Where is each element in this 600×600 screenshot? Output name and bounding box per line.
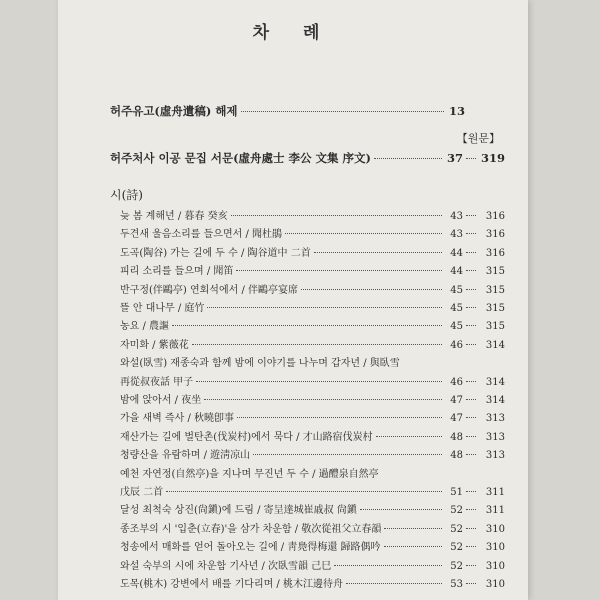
entry-page: 52 bbox=[450, 542, 463, 554]
intro-entry bbox=[110, 103, 465, 119]
entry-page: 43 bbox=[450, 211, 463, 222]
entry-page: 51 bbox=[450, 487, 463, 498]
original-label: 【원문】 bbox=[456, 132, 500, 145]
leader-dots bbox=[466, 158, 476, 159]
intro-page: 13 bbox=[448, 104, 465, 118]
entry-original-page: 310 bbox=[485, 579, 505, 590]
preface-entry bbox=[110, 150, 505, 166]
leader-dots bbox=[466, 381, 476, 382]
entry-page: 46 bbox=[450, 376, 463, 388]
entry-original-page: 313 bbox=[485, 413, 505, 425]
leader-dots bbox=[360, 509, 442, 510]
leader-dots bbox=[172, 325, 442, 326]
toc-entry bbox=[120, 446, 505, 461]
toc-entry bbox=[120, 575, 505, 590]
leader-dots bbox=[466, 215, 476, 216]
leader-dots bbox=[374, 158, 442, 159]
entry-title: 달성 최척숙 상진(尙鎭)에 드림 / 寄呈達城崔戚叔 尙鎭 bbox=[120, 505, 357, 517]
page-title: 차 례 bbox=[252, 23, 334, 43]
entry-page: 45 bbox=[450, 321, 463, 333]
entry-page: 46 bbox=[450, 339, 463, 351]
toc-entry bbox=[120, 299, 505, 314]
entry-title: 피리 소리를 들으며 / 聞笛 bbox=[120, 266, 234, 278]
entry-page: 48 bbox=[450, 431, 463, 443]
leader-dots bbox=[466, 509, 476, 510]
leader-dots bbox=[166, 491, 442, 492]
entry-page: 47 bbox=[450, 413, 463, 425]
entry-original-page: 314 bbox=[485, 376, 505, 388]
entry-title: 반구정(伴鷗亭) 연회석에서 / 伴鷗亭宴席 bbox=[120, 284, 298, 296]
leader-dots bbox=[466, 270, 476, 271]
entry-original-page: 316 bbox=[485, 211, 505, 222]
leader-dots bbox=[236, 270, 442, 271]
entry-title: 농요 / 農謳 bbox=[120, 321, 170, 333]
entry-original-page: 315 bbox=[485, 266, 505, 278]
leader-dots bbox=[285, 233, 442, 234]
toc-entry bbox=[120, 483, 505, 498]
section-title: 시(詩) bbox=[110, 188, 143, 202]
entry-page: 52 bbox=[450, 505, 463, 517]
entry-original-page: 313 bbox=[485, 450, 505, 462]
entry-original-page: 315 bbox=[485, 284, 505, 296]
leader-dots bbox=[466, 399, 476, 400]
entry-title: 再從叔夜話 甲子 bbox=[120, 376, 194, 388]
leader-dots bbox=[346, 583, 442, 584]
entry-original-page: 316 bbox=[485, 229, 505, 241]
leader-dots bbox=[466, 417, 476, 418]
toc-entry bbox=[120, 281, 505, 296]
leader-dots bbox=[237, 417, 442, 418]
entry-page: 44 bbox=[450, 266, 463, 278]
leader-dots bbox=[466, 252, 476, 253]
entry-original-page: 311 bbox=[485, 505, 505, 517]
entry-page: 45 bbox=[450, 284, 463, 296]
leader-dots bbox=[466, 583, 476, 584]
entry-title: 자미화 / 紫薇花 bbox=[120, 339, 189, 351]
leader-dots bbox=[204, 399, 442, 400]
entry-title: 청송에서 매화를 얻어 돌아오는 길에 / 靑鳧得梅還 歸路偶吟 bbox=[120, 542, 381, 554]
entry-title: 도곡(陶谷) 가는 길에 두 수 / 陶谷道中 二首 bbox=[120, 247, 311, 259]
entry-title: 재산가는 길에 벌탄촌(伐炭村)에서 묵다 / 才山路宿伐炭村 bbox=[120, 431, 373, 443]
leader-dots bbox=[466, 344, 476, 345]
leader-dots bbox=[466, 454, 476, 455]
entry-page: 53 bbox=[450, 579, 463, 590]
entry-page: 48 bbox=[450, 450, 463, 462]
entry-title: 밤에 앉아서 / 夜坐 bbox=[120, 395, 202, 406]
leader-dots bbox=[192, 344, 442, 345]
entry-original-page: 314 bbox=[485, 339, 505, 351]
toc-entry bbox=[120, 501, 505, 516]
leader-dots bbox=[196, 381, 442, 382]
entry-title: 뜰 안 대나무 / 庭竹 bbox=[120, 303, 205, 314]
entry-title: 종조부의 시 '입춘(立春)'을 삼가 차운함 / 敬次從祖父立春韻 bbox=[120, 523, 382, 535]
leader-dots bbox=[314, 252, 442, 253]
preface-page: 37 bbox=[446, 151, 463, 165]
leader-dots bbox=[466, 436, 476, 437]
preface-text: 허주처사 이공 문집 서문(虛舟處士 李公 文集 序文) bbox=[110, 151, 371, 165]
toc-entry bbox=[120, 207, 505, 222]
leader-dots bbox=[241, 111, 444, 112]
toc-entry-continued: 와설(臥雪) 재종숙과 함께 밤에 이야기를 나누며 갑자년 / 與臥雪 bbox=[120, 358, 400, 370]
entry-original-page: 310 bbox=[485, 560, 505, 572]
leader-dots bbox=[301, 289, 442, 290]
leader-dots bbox=[253, 454, 442, 455]
toc-entry bbox=[120, 538, 505, 553]
entry-page: 52 bbox=[450, 560, 463, 572]
entry-original-page: 313 bbox=[485, 431, 505, 443]
leader-dots bbox=[376, 436, 442, 437]
entry-page: 52 bbox=[450, 523, 463, 535]
toc-entry bbox=[120, 373, 505, 388]
entry-page: 45 bbox=[450, 303, 463, 314]
entry-title: 도목(桃木) 강변에서 배를 기다리며 / 桃木江邊待舟 bbox=[120, 579, 343, 590]
leader-dots bbox=[466, 307, 476, 308]
toc-entry-continued: 예천 자연정(自然亭)을 지나며 무진년 두 수 / 過醴泉自然亭 bbox=[120, 468, 379, 480]
entry-page: 43 bbox=[450, 229, 463, 241]
leader-dots bbox=[466, 546, 476, 547]
entry-title: 戊辰 二首 bbox=[120, 487, 164, 498]
entry-title: 와설 숙부의 시에 차운함 기사년 / 次臥雪韻 己巳 bbox=[120, 560, 332, 572]
entry-original-page: 315 bbox=[485, 321, 505, 333]
toc-entry bbox=[120, 428, 505, 443]
leader-dots bbox=[466, 233, 476, 234]
toc-entry bbox=[120, 520, 505, 535]
toc-entry bbox=[120, 391, 505, 406]
toc-entry bbox=[120, 225, 505, 240]
leader-dots bbox=[207, 307, 442, 308]
leader-dots bbox=[384, 528, 442, 529]
toc-entry bbox=[120, 409, 505, 424]
entry-title: 가을 새벽 즉사 / 秋曉卽事 bbox=[120, 413, 235, 425]
leader-dots bbox=[466, 565, 476, 566]
leader-dots bbox=[466, 491, 476, 492]
toc-entry bbox=[120, 262, 505, 277]
entry-page: 47 bbox=[450, 395, 463, 406]
entry-original-page: 310 bbox=[485, 523, 505, 535]
leader-dots bbox=[466, 325, 476, 326]
entry-original-page: 311 bbox=[485, 487, 505, 498]
entry-original-page: 315 bbox=[485, 303, 505, 314]
leader-dots bbox=[334, 565, 442, 566]
toc-entry bbox=[120, 244, 505, 259]
entry-title: 두견새 울음소리를 들으면서 / 聞杜鵑 bbox=[120, 229, 283, 241]
book-page bbox=[58, 0, 528, 600]
entry-original-page: 314 bbox=[485, 395, 505, 406]
entry-original-page: 316 bbox=[485, 247, 505, 259]
toc-entry bbox=[120, 317, 505, 332]
leader-dots bbox=[466, 289, 476, 290]
intro-text: 허주유고(虛舟遺稿) 해제 bbox=[110, 104, 238, 118]
toc-entry bbox=[120, 557, 505, 572]
leader-dots bbox=[466, 528, 476, 529]
entry-page: 44 bbox=[450, 247, 463, 259]
preface-page2: 319 bbox=[480, 151, 505, 165]
entry-title: 청량산을 유람하며 / 遊淸凉山 bbox=[120, 450, 251, 462]
leader-dots bbox=[231, 215, 442, 216]
entry-original-page: 310 bbox=[485, 542, 505, 554]
entry-title: 늦 봄 계해년 / 暮春 癸亥 bbox=[120, 211, 228, 222]
leader-dots bbox=[384, 546, 442, 547]
toc-entry bbox=[120, 336, 505, 351]
